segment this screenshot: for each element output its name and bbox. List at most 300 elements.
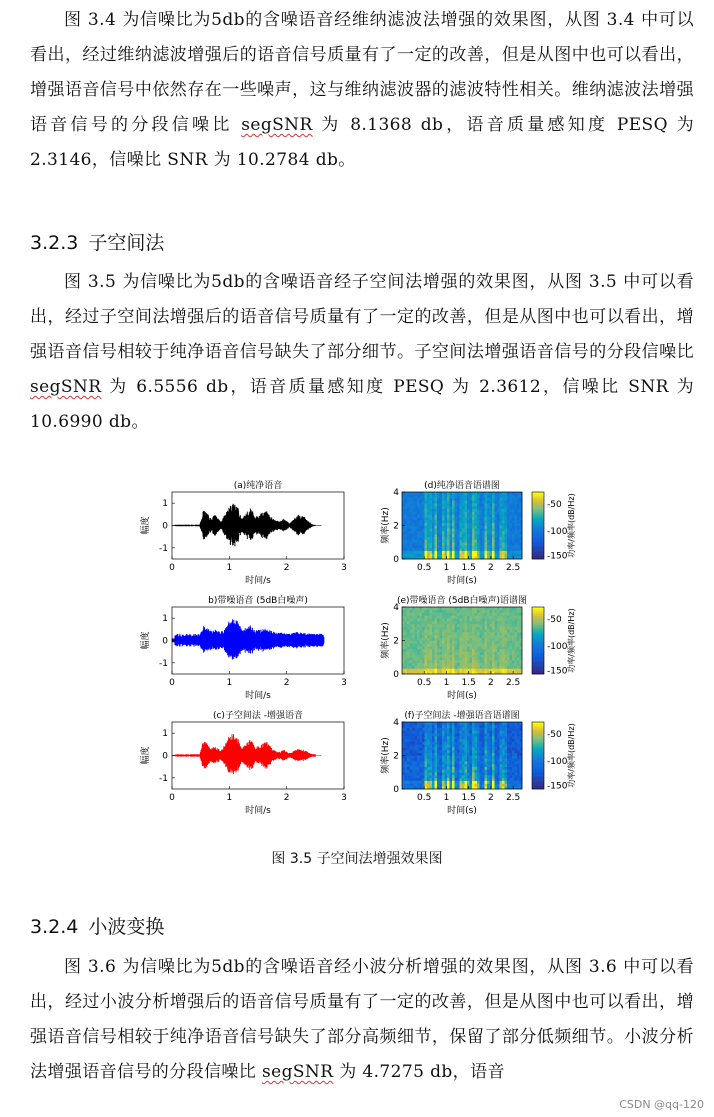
spectrogram-cell bbox=[440, 668, 443, 671]
spectrogram-cell bbox=[432, 509, 435, 512]
spectrogram-cell bbox=[440, 618, 443, 621]
spectrogram-cell bbox=[405, 778, 408, 781]
spectrogram-cell bbox=[512, 618, 515, 621]
spectrogram-cell bbox=[412, 500, 415, 503]
spectrogram-cell bbox=[507, 769, 510, 772]
spectrogram-cell bbox=[437, 526, 440, 529]
colorbar-segment bbox=[532, 661, 544, 664]
spectrogram-cell bbox=[442, 654, 445, 657]
spectrogram-cell bbox=[462, 781, 465, 784]
spectrogram-cell bbox=[452, 722, 455, 725]
spectrogram-cell bbox=[442, 778, 445, 781]
spectrogram-cell bbox=[500, 778, 503, 781]
spectrogram-cell bbox=[502, 733, 505, 736]
spectrogram-cell bbox=[455, 539, 458, 542]
spectrogram-cell bbox=[422, 531, 425, 534]
spectrogram-cell bbox=[475, 498, 478, 501]
spectrogram-cell bbox=[407, 739, 410, 742]
spectrogram-cell bbox=[445, 551, 448, 554]
spectrogram-cell bbox=[515, 526, 518, 529]
spectrogram-cell bbox=[425, 772, 428, 775]
spectrogram-cell bbox=[455, 756, 458, 759]
spectrogram-cell bbox=[515, 539, 518, 542]
spectrogram-cell bbox=[497, 649, 500, 652]
spectrogram-cell bbox=[442, 615, 445, 618]
spectrogram-cell bbox=[415, 551, 418, 554]
spectrogram-cell bbox=[482, 624, 485, 627]
spectrogram-cell bbox=[515, 638, 518, 641]
spectrogram-cell bbox=[405, 666, 408, 669]
colorbar-segment bbox=[532, 623, 544, 626]
colorbar-segment bbox=[532, 607, 544, 610]
spectrogram-cell bbox=[462, 534, 465, 537]
colorbar-segment bbox=[532, 512, 544, 515]
spectrogram-cell bbox=[492, 772, 495, 775]
spectrogram-cell bbox=[457, 615, 460, 618]
spectrogram-cell bbox=[482, 613, 485, 616]
spectrogram-cell bbox=[517, 542, 520, 545]
spectrogram-cell bbox=[512, 635, 515, 638]
spectrogram-cell bbox=[507, 517, 510, 520]
spectrogram-cell bbox=[450, 539, 453, 542]
spectrogram-cell bbox=[512, 641, 515, 644]
spectrogram-cell bbox=[420, 506, 423, 509]
spectrogram-cell bbox=[512, 531, 515, 534]
spectrogram-cell bbox=[510, 722, 513, 725]
spectrogram-cell bbox=[500, 643, 503, 646]
spectrogram-cell bbox=[512, 537, 515, 540]
spectrogram-cell bbox=[510, 778, 513, 781]
spectrogram-cell bbox=[422, 520, 425, 523]
spectrogram-cell bbox=[490, 632, 493, 635]
spectrogram-cell bbox=[467, 638, 470, 641]
spectrogram-cell bbox=[417, 761, 420, 764]
spectrogram-cell bbox=[447, 621, 450, 624]
spectrogram-cell bbox=[495, 548, 498, 551]
spectrogram-cell bbox=[495, 660, 498, 663]
spectrogram-cell bbox=[435, 652, 438, 655]
spectrogram-cell bbox=[425, 509, 428, 512]
spectrogram-cell bbox=[485, 668, 488, 671]
spectrogram-cell bbox=[430, 523, 433, 526]
spectrogram-cell bbox=[497, 506, 500, 509]
spectrogram-cell bbox=[427, 613, 430, 616]
colorbar-segment bbox=[532, 625, 544, 628]
spectrogram-cell bbox=[485, 607, 488, 610]
spectrogram-cell bbox=[450, 618, 453, 621]
colorbar-segment bbox=[532, 641, 544, 644]
spectrogram-cell bbox=[415, 514, 418, 517]
spectrogram-cell bbox=[447, 503, 450, 506]
spectrogram-cell bbox=[502, 635, 505, 638]
spectrogram-cell bbox=[450, 657, 453, 660]
spectrogram-cell bbox=[462, 638, 465, 641]
spectrogram-cell bbox=[455, 607, 458, 610]
spectrogram-cell bbox=[445, 537, 448, 540]
spectrogram-cell bbox=[452, 514, 455, 517]
spectrogram-cell bbox=[450, 514, 453, 517]
spectrogram-cell bbox=[505, 503, 508, 506]
spectrogram-cell bbox=[497, 627, 500, 630]
spectrogram-cell bbox=[422, 503, 425, 506]
spectrogram-cell bbox=[427, 553, 430, 556]
spectrogram-cell bbox=[502, 503, 505, 506]
spectrogram-cell bbox=[435, 607, 438, 610]
spectrogram-cell bbox=[425, 660, 428, 663]
spectrogram-cell bbox=[485, 514, 488, 517]
spectrogram-cell bbox=[470, 747, 473, 750]
spectrogram-cell bbox=[450, 641, 453, 644]
spectrogram-cell bbox=[460, 739, 463, 742]
spectrogram-cell bbox=[495, 733, 498, 736]
spectrogram-cell bbox=[447, 660, 450, 663]
spectrogram-cell bbox=[465, 542, 468, 545]
spectrogram-cell bbox=[505, 764, 508, 767]
spectrogram-cell bbox=[500, 663, 503, 666]
spectrogram-cell bbox=[425, 542, 428, 545]
spectrogram-cell bbox=[412, 542, 415, 545]
spectrogram-cell bbox=[495, 632, 498, 635]
spectrogram-cell bbox=[502, 534, 505, 537]
spectrogram-cell bbox=[487, 512, 490, 515]
spectrogram-cell bbox=[445, 553, 448, 556]
spectrogram-cell bbox=[412, 520, 415, 523]
spectrogram-cell bbox=[512, 539, 515, 542]
spectrogram-cell bbox=[507, 781, 510, 784]
spectrogram-cell bbox=[490, 528, 493, 531]
y-tick-label: -1 bbox=[159, 543, 168, 554]
spectrogram-cell bbox=[445, 769, 448, 772]
spectrogram-cell bbox=[500, 725, 503, 728]
spectrogram-cell bbox=[432, 769, 435, 772]
spectrogram-cell bbox=[442, 769, 445, 772]
spectrogram-cell bbox=[430, 747, 433, 750]
spectrogram-cell bbox=[437, 778, 440, 781]
spectrogram-cell bbox=[470, 627, 473, 630]
spectrogram-cell bbox=[455, 506, 458, 509]
spectrogram-cell bbox=[427, 750, 430, 753]
spectrogram-cell bbox=[480, 666, 483, 669]
colorbar-segment bbox=[532, 773, 544, 776]
spectrogram-cell bbox=[510, 663, 513, 666]
spectrogram-cell bbox=[472, 764, 475, 767]
spectrogram-cell bbox=[447, 531, 450, 534]
spectrogram-cell bbox=[452, 666, 455, 669]
spectrogram-cell bbox=[500, 750, 503, 753]
spectrogram-cell bbox=[517, 646, 520, 649]
spectrogram-cell bbox=[432, 725, 435, 728]
spectrogram-cell bbox=[427, 551, 430, 554]
spectrogram-cell bbox=[420, 764, 423, 767]
spectrogram-cell bbox=[417, 610, 420, 613]
spectrogram-cell bbox=[517, 632, 520, 635]
spectrogram-cell bbox=[472, 500, 475, 503]
spectrogram-cell bbox=[425, 747, 428, 750]
spectrogram-cell bbox=[480, 654, 483, 657]
spectrogram-cell bbox=[427, 761, 430, 764]
spectrogram-cell bbox=[440, 537, 443, 540]
spectrogram-cell bbox=[457, 758, 460, 761]
spectrogram-cell bbox=[505, 756, 508, 759]
spectrogram-cell bbox=[485, 753, 488, 756]
spectrogram-cell bbox=[445, 649, 448, 652]
spectrogram-cell bbox=[462, 756, 465, 759]
spectrogram-cell bbox=[457, 646, 460, 649]
spectrogram-cell bbox=[410, 638, 413, 641]
spectrogram-cell bbox=[512, 492, 515, 495]
spectrogram-cell bbox=[405, 534, 408, 537]
spectrogram-cell bbox=[515, 750, 518, 753]
spectrogram-cell bbox=[422, 643, 425, 646]
spectrogram-cell bbox=[402, 750, 405, 753]
spectrogram-cell bbox=[420, 756, 423, 759]
spectrogram-cell bbox=[425, 781, 428, 784]
spectrogram-cell bbox=[512, 500, 515, 503]
spectrogram-cell bbox=[502, 753, 505, 756]
spectrogram-cell bbox=[445, 545, 448, 548]
colorbar-segment bbox=[532, 738, 544, 741]
spectrogram-cell bbox=[470, 654, 473, 657]
spectrogram-cell bbox=[467, 769, 470, 772]
spectrogram-cell bbox=[407, 747, 410, 750]
spectrogram-cell bbox=[500, 739, 503, 742]
colorbar-segment bbox=[532, 508, 544, 511]
spectrogram-cell bbox=[480, 730, 483, 733]
colorbar-segment bbox=[532, 652, 544, 655]
spectrogram-cell bbox=[502, 517, 505, 520]
spectrogram-cell bbox=[435, 548, 438, 551]
spectrogram-cell bbox=[497, 756, 500, 759]
spectrogram-cell bbox=[497, 666, 500, 669]
spectrogram-cell bbox=[477, 520, 480, 523]
spectrogram-cell bbox=[445, 534, 448, 537]
spectrogram-cell bbox=[490, 537, 493, 540]
spectrogram-cell bbox=[497, 500, 500, 503]
spectrogram-cell bbox=[480, 739, 483, 742]
spectrogram-cell bbox=[470, 539, 473, 542]
spectrogram-cell bbox=[512, 520, 515, 523]
spectrogram-cell bbox=[487, 772, 490, 775]
spectrogram-cell bbox=[450, 542, 453, 545]
spectrogram-cell bbox=[457, 750, 460, 753]
spectrogram-cell bbox=[470, 534, 473, 537]
spectrogram-cell bbox=[402, 618, 405, 621]
colorbar-segment bbox=[532, 767, 544, 770]
spectrogram-cell bbox=[412, 750, 415, 753]
spectrogram-cell bbox=[482, 761, 485, 764]
spectrogram-cell bbox=[485, 750, 488, 753]
spectrogram-cell bbox=[407, 666, 410, 669]
spectrogram-cell bbox=[505, 781, 508, 784]
spectrogram-cell bbox=[407, 627, 410, 630]
spectrogram-cell bbox=[487, 722, 490, 725]
spectrogram-cell bbox=[420, 753, 423, 756]
spectrogram-cell bbox=[510, 725, 513, 728]
spectrogram-cell bbox=[480, 495, 483, 498]
spectrogram-cell bbox=[417, 666, 420, 669]
spectrogram-cell bbox=[500, 539, 503, 542]
spectrogram-cell bbox=[465, 666, 468, 669]
spectrogram-cell bbox=[430, 725, 433, 728]
spectrogram-cell bbox=[435, 610, 438, 613]
spectrogram-cell bbox=[490, 613, 493, 616]
spectrogram-cell bbox=[447, 528, 450, 531]
spectrogram-cell bbox=[457, 635, 460, 638]
spectrogram-cell bbox=[462, 528, 465, 531]
spectrogram-cell bbox=[502, 764, 505, 767]
spectrogram-cell bbox=[502, 736, 505, 739]
spectrogram-cell bbox=[500, 666, 503, 669]
spectrogram-cell bbox=[497, 767, 500, 770]
spectrogram-cell bbox=[475, 772, 478, 775]
spectrogram-cell bbox=[507, 548, 510, 551]
spectrogram-cell bbox=[442, 747, 445, 750]
spectrogram-cell bbox=[402, 728, 405, 731]
spectrogram-cell bbox=[487, 517, 490, 520]
spectrogram-cell bbox=[477, 509, 480, 512]
spectrogram-cell bbox=[465, 750, 468, 753]
spectrogram-cell bbox=[497, 548, 500, 551]
spectrogram-cell bbox=[490, 534, 493, 537]
x-tick-label: 0 bbox=[169, 678, 175, 688]
spectrogram-cell bbox=[502, 514, 505, 517]
spectrogram-cell bbox=[470, 506, 473, 509]
spectrogram-cell bbox=[457, 778, 460, 781]
spectrogram-cell bbox=[465, 613, 468, 616]
spectrogram-cell bbox=[402, 621, 405, 624]
spectrogram-cell bbox=[485, 744, 488, 747]
spectrogram-cell bbox=[430, 744, 433, 747]
spectrogram-cell bbox=[495, 537, 498, 540]
spectrogram-cell bbox=[457, 537, 460, 540]
spectrogram-cell bbox=[465, 539, 468, 542]
colorbar-segment bbox=[532, 514, 544, 517]
spectrogram-cell bbox=[462, 542, 465, 545]
spectrogram-cell bbox=[440, 517, 443, 520]
spectrogram-cell bbox=[507, 503, 510, 506]
spectrogram-cell bbox=[472, 503, 475, 506]
spectrogram-cell bbox=[442, 781, 445, 784]
spectrogram-cell bbox=[485, 758, 488, 761]
spectrogram-cell bbox=[425, 551, 428, 554]
spectrogram-cell bbox=[485, 783, 488, 786]
spectrogram-cell bbox=[475, 666, 478, 669]
spectrogram-cell bbox=[462, 747, 465, 750]
spectrogram-cell bbox=[510, 733, 513, 736]
spectrogram-cell bbox=[497, 615, 500, 618]
spectrogram-cell bbox=[447, 736, 450, 739]
spectrogram-cell bbox=[490, 615, 493, 618]
spectrogram-cell bbox=[442, 649, 445, 652]
spectrogram-cell bbox=[435, 613, 438, 616]
spectrogram-cell bbox=[440, 523, 443, 526]
spectrogram-cell bbox=[515, 769, 518, 772]
spectrogram-cell bbox=[425, 618, 428, 621]
colorbar-tick-label: -50 bbox=[547, 730, 562, 741]
spectrogram-cell bbox=[430, 758, 433, 761]
spectrogram-cell bbox=[437, 663, 440, 666]
spectrogram-cell bbox=[515, 528, 518, 531]
spectrogram-cell bbox=[452, 733, 455, 736]
x-tick-label: 0 bbox=[169, 563, 175, 573]
spectrogram-cell bbox=[432, 733, 435, 736]
spectrogram-cell bbox=[495, 649, 498, 652]
spectrogram-cell bbox=[492, 750, 495, 753]
spectrogram-cell bbox=[452, 783, 455, 786]
spectrogram-cell bbox=[507, 528, 510, 531]
spectrogram-cell bbox=[442, 722, 445, 725]
spectrogram-cell bbox=[507, 492, 510, 495]
spectrogram-cell bbox=[505, 553, 508, 556]
colorbar-segment bbox=[532, 769, 544, 772]
spectrogram-cell bbox=[465, 657, 468, 660]
spectrogram-cell bbox=[517, 492, 520, 495]
spectrogram-cell bbox=[410, 744, 413, 747]
spectrogram-cell bbox=[422, 736, 425, 739]
spectrogram-cell bbox=[487, 537, 490, 540]
spectrogram-cell bbox=[410, 728, 413, 731]
spectrogram-cell bbox=[487, 503, 490, 506]
spectrogram-cell bbox=[425, 778, 428, 781]
spectrogram-cell bbox=[425, 512, 428, 515]
spectrogram-cell bbox=[420, 730, 423, 733]
spectrogram-cell bbox=[435, 756, 438, 759]
spectrogram-cell bbox=[415, 627, 418, 630]
spectrogram-cell bbox=[472, 652, 475, 655]
spectrogram-cell bbox=[472, 610, 475, 613]
spectrogram-cell bbox=[505, 775, 508, 778]
spectrogram-cell bbox=[487, 654, 490, 657]
spectrogram-cell bbox=[510, 643, 513, 646]
spectrogram-cell bbox=[417, 756, 420, 759]
spectrogram-cell bbox=[472, 528, 475, 531]
spectrogram-cell bbox=[505, 641, 508, 644]
spectrogram-cell bbox=[505, 728, 508, 731]
spectrogram-cell bbox=[470, 652, 473, 655]
x-tick-label: 1.5 bbox=[461, 678, 476, 688]
spectrogram-cell bbox=[460, 627, 463, 630]
spectrogram-cell bbox=[457, 514, 460, 517]
spectrogram-cell bbox=[470, 613, 473, 616]
spectrogram-cell bbox=[502, 523, 505, 526]
spectrogram-cell bbox=[462, 607, 465, 610]
spectrogram-cell bbox=[417, 615, 420, 618]
spectrogram-cell bbox=[432, 649, 435, 652]
spectrogram-cell bbox=[440, 539, 443, 542]
spectrogram-cell bbox=[415, 725, 418, 728]
spectrogram-cell bbox=[450, 778, 453, 781]
colorbar-segment bbox=[532, 724, 544, 727]
spectrogram-cell bbox=[475, 607, 478, 610]
spectrogram-cell bbox=[415, 607, 418, 610]
spectrogram-cell bbox=[420, 632, 423, 635]
spectrogram-cell bbox=[437, 767, 440, 770]
spectrogram-cell bbox=[412, 537, 415, 540]
spectrogram-cell bbox=[430, 498, 433, 501]
spectrogram-cell bbox=[497, 534, 500, 537]
spectrogram-cell bbox=[490, 744, 493, 747]
spectrogram-cell bbox=[420, 657, 423, 660]
spectrogram-cell bbox=[410, 736, 413, 739]
spectrogram-cell bbox=[407, 652, 410, 655]
spectrogram-cell bbox=[405, 646, 408, 649]
spectrogram-cell bbox=[412, 632, 415, 635]
colorbar-tick-label: -50 bbox=[547, 500, 562, 511]
spectrogram-cell bbox=[402, 539, 405, 542]
spectrogram-cell bbox=[507, 753, 510, 756]
spectrogram-cell bbox=[427, 744, 430, 747]
spectrogram-cell bbox=[455, 520, 458, 523]
